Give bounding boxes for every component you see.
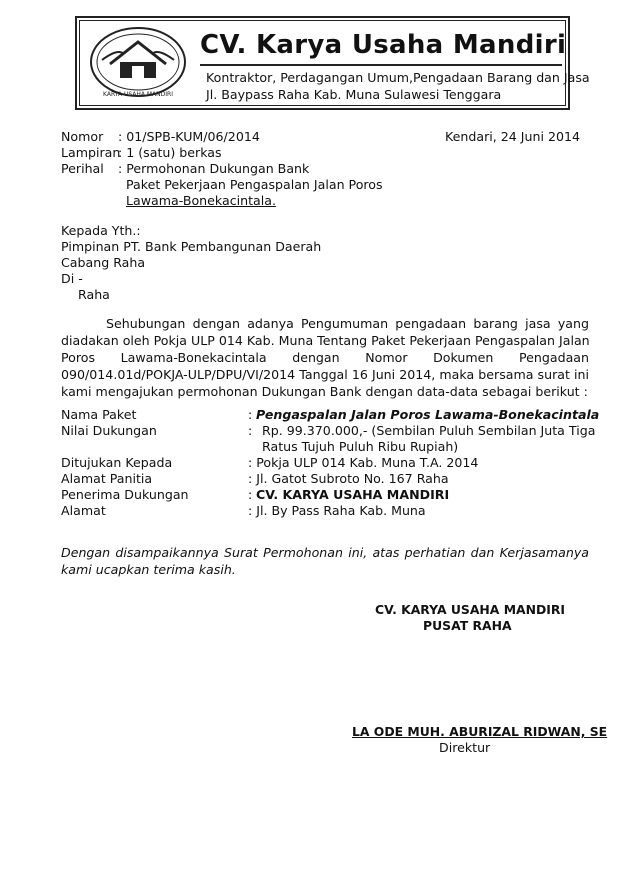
- nilai-value-line2: Ratus Tujuh Puluh Ribu Rupiah): [262, 439, 459, 454]
- perihal-line1: : Permohonan Dukungan Bank: [118, 161, 310, 176]
- nilai-colon: :: [248, 423, 253, 438]
- signatory-name: LA ODE MUH. ABURIZAL RIDWAN, SE: [352, 724, 608, 739]
- nomor-value: : 01/SPB-KUM/06/2014: [118, 129, 260, 144]
- alamat-panitia-label: Alamat Panitia: [61, 471, 153, 486]
- place-date: Kendari, 24 Juni 2014: [445, 129, 581, 144]
- recipient-name: Pimpinan PT. Bank Pembangunan Daerah: [61, 239, 322, 254]
- logo-caption: KARYA USAHA MANDIRI: [103, 91, 173, 98]
- letterhead-rule: [200, 64, 562, 66]
- ditujukan-value: : Pokja ULP 014 Kab. Muna T.A. 2014: [248, 455, 479, 470]
- nilai-label: Nilai Dukungan: [61, 423, 157, 438]
- company-name: CV. Karya Usaha Mandiri: [200, 30, 567, 60]
- perihal-label: Perihal: [61, 161, 104, 176]
- nama-paket-colon: :: [248, 407, 253, 422]
- recipient-branch: Cabang Raha: [61, 255, 146, 270]
- company-address: Jl. Baypass Raha Kab. Muna Sulawesi Tenggara: [206, 87, 502, 102]
- ditujukan-label: Ditujukan Kepada: [61, 455, 173, 470]
- intro-line-3: Poros Lawama-Bonekacintala dengan Nomor Dokumen Pengadaan: [61, 350, 589, 365]
- lampiran-value: : 1 (satu) berkas: [118, 145, 222, 160]
- recipient-di: Di -: [61, 271, 83, 286]
- nama-paket-label: Nama Paket: [61, 407, 137, 422]
- intro-line-5: kami mengajukan permohonan Dukungan Bank dengan data-data sebagai berikut :: [61, 384, 588, 399]
- nomor-label: Nomor: [61, 129, 104, 144]
- perihal-line3: Lawama-Bonekacintala.: [126, 193, 276, 208]
- intro-line-2: diadakan oleh Pokja ULP 014 Kab. Muna Tentang Paket Pekerjaan Pengaspalan Jalan: [61, 333, 590, 348]
- company-tagline: Kontraktor, Perdagangan Umum,Pengadaan Barang dan Jasa: [206, 70, 590, 85]
- closing-line-1: Dengan disampaikannya Surat Permohonan ini, atas perhatian dan Kerjasamanya: [61, 545, 589, 560]
- penerima-label: Penerima Dukungan: [61, 487, 189, 502]
- alamat-label: Alamat: [61, 503, 106, 518]
- signature-company: CV. KARYA USAHA MANDIRI: [375, 602, 566, 617]
- intro-line-4: 090/014.01d/POKJA-ULP/DPU/VI/2014 Tanggal 16 Juni 2014, maka bersama surat ini: [61, 367, 589, 382]
- alamat-value: : Jl. By Pass Raha Kab. Muna: [248, 503, 426, 518]
- intro-line-1: Sehubungan dengan adanya Pengumuman pengadaan barang jasa yang: [106, 316, 589, 331]
- closing-line-2: kami ucapkan terima kasih.: [61, 562, 236, 577]
- alamat-panitia-value: : Jl. Gatot Subroto No. 167 Raha: [248, 471, 449, 486]
- signature-office: PUSAT RAHA: [423, 618, 512, 633]
- signatory-title: Direktur: [439, 740, 491, 755]
- perihal-line2: Paket Pekerjaan Pengaspalan Jalan Poros: [126, 177, 383, 192]
- company-logo: [88, 24, 188, 102]
- recipient-salutation: Kepada Yth.:: [61, 223, 141, 238]
- nama-paket-value: Pengaspalan Jalan Poros Lawama-Bonekacintala: [256, 407, 600, 422]
- nilai-value-line1: Rp. 99.370.000,- (Sembilan Puluh Sembilan Juta Tiga: [262, 423, 596, 438]
- penerima-value: CV. KARYA USAHA MANDIRI: [256, 487, 450, 502]
- recipient-city: Raha: [78, 287, 110, 302]
- penerima-colon: :: [248, 487, 253, 502]
- lampiran-label: Lampiran: [61, 145, 121, 160]
